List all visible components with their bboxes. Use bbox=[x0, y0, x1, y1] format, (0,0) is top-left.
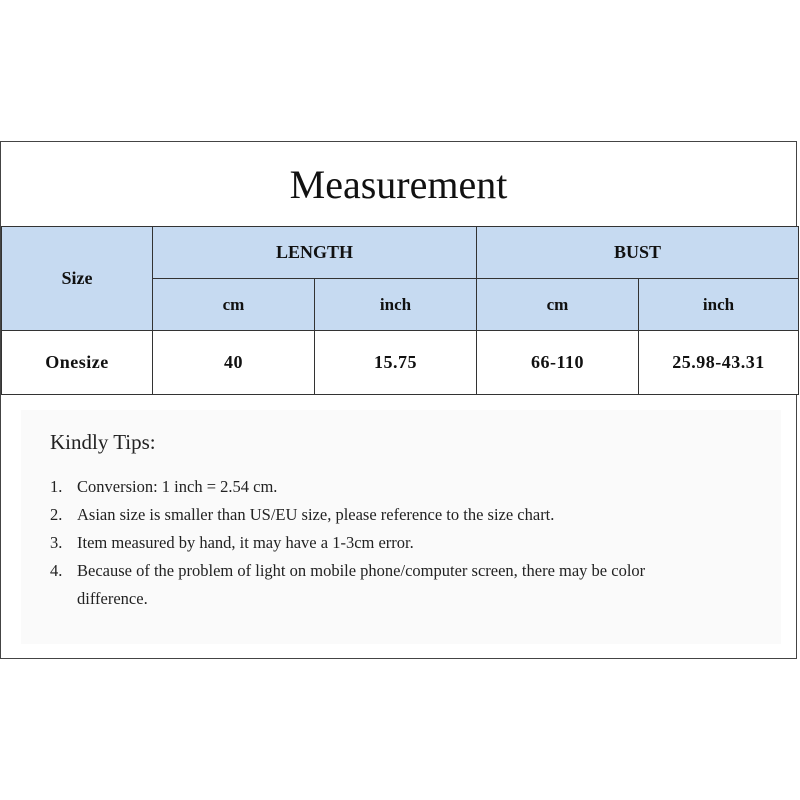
tip-number: 4. bbox=[50, 561, 63, 580]
tip-number: 1. bbox=[50, 477, 63, 496]
bust-group-header: BUST bbox=[477, 227, 799, 279]
tips-list bbox=[50, 473, 752, 613]
tip-number: 2. bbox=[50, 505, 63, 524]
measurement-panel bbox=[0, 141, 797, 659]
list-item bbox=[50, 473, 752, 501]
tip-text: Asian size is smaller than US/EU size, please reference to the size chart. bbox=[77, 505, 555, 524]
tips-box bbox=[21, 410, 781, 644]
length-group-header: LENGTH bbox=[153, 227, 477, 279]
tip-number: 3. bbox=[50, 533, 63, 552]
table-row bbox=[2, 331, 799, 395]
size-table bbox=[1, 226, 799, 395]
table-header-row bbox=[2, 227, 799, 279]
tip-text: Conversion: 1 inch = 2.54 cm. bbox=[77, 477, 278, 496]
tips-heading: Kindly Tips: bbox=[50, 430, 156, 454]
bust-cm-header: cm bbox=[477, 279, 639, 331]
size-cell: Onesize bbox=[2, 331, 153, 395]
length-inch-header: inch bbox=[315, 279, 477, 331]
list-item bbox=[50, 557, 752, 613]
size-column-header: Size bbox=[2, 227, 153, 331]
tip-text: Because of the problem of light on mobile phone/computer screen, there may be color difference. bbox=[77, 561, 646, 608]
length-inch-cell: 15.75 bbox=[315, 331, 477, 395]
length-cm-cell: 40 bbox=[153, 331, 315, 395]
tip-text: Item measured by hand, it may have a 1-3cm error. bbox=[77, 533, 414, 552]
list-item bbox=[50, 529, 752, 557]
list-item bbox=[50, 501, 752, 529]
bust-cm-cell: 66-110 bbox=[477, 331, 639, 395]
length-cm-header: cm bbox=[153, 279, 315, 331]
page-title: Measurement bbox=[289, 161, 508, 207]
bust-inch-cell: 25.98-43.31 bbox=[639, 331, 799, 395]
bust-inch-header: inch bbox=[639, 279, 799, 331]
